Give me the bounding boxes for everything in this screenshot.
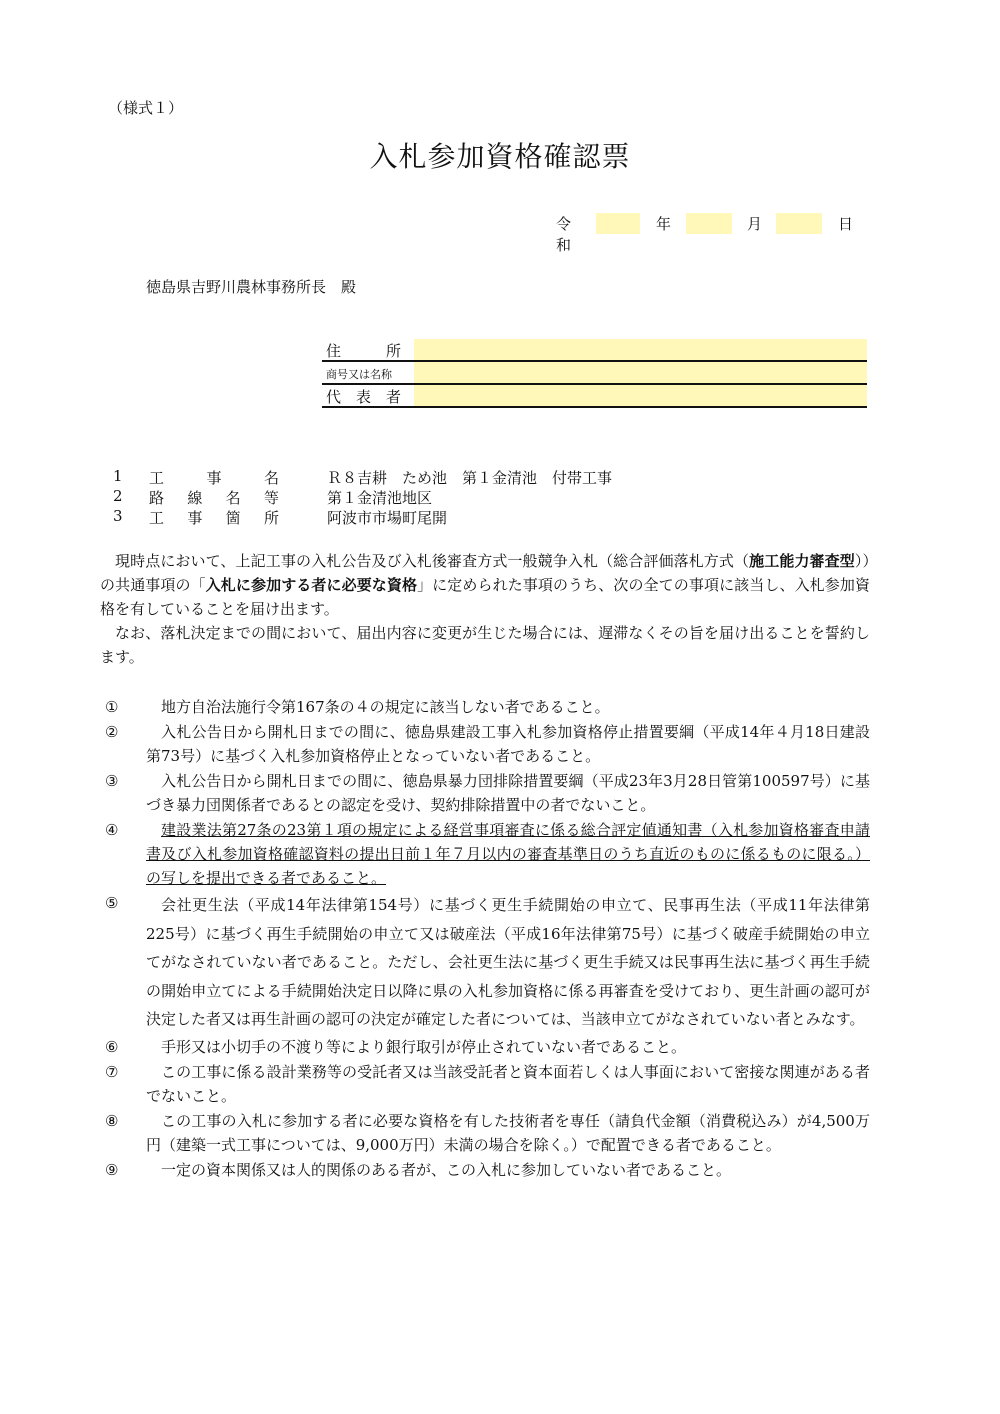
list-item bbox=[100, 1158, 870, 1182]
list-item bbox=[100, 769, 870, 817]
day-field[interactable] bbox=[776, 213, 822, 234]
company-label: 商号又は名称 bbox=[326, 368, 392, 381]
year-field[interactable] bbox=[596, 213, 640, 234]
key-char: 名 bbox=[225, 489, 241, 507]
addressee: 徳島県吉野川農林事務所長 殿 bbox=[146, 278, 357, 296]
address-label: 住 所 bbox=[326, 342, 402, 360]
item-mark: ④ bbox=[105, 821, 119, 839]
project-value: 第１金清池地区 bbox=[327, 489, 433, 507]
project-num: 2 bbox=[113, 487, 123, 505]
item-mark: ② bbox=[105, 723, 119, 741]
item-mark: ⑨ bbox=[105, 1160, 119, 1179]
item-mark: ① bbox=[105, 698, 119, 716]
item-text: 一定の資本関係又は人的関係のある者が、この入札に参加していない者であること。 bbox=[161, 1160, 732, 1179]
project-value: Ｒ８吉耕 ため池 第１金清池 付帯工事 bbox=[327, 469, 613, 487]
intro-text bbox=[100, 549, 870, 669]
project-num: 3 bbox=[113, 507, 123, 525]
key-char: 線 bbox=[187, 489, 203, 507]
year-label: 年 bbox=[656, 215, 672, 233]
applicant-block bbox=[322, 339, 867, 408]
item-mark: ③ bbox=[105, 772, 119, 790]
key-char: 事 bbox=[187, 509, 203, 527]
list-item bbox=[100, 1060, 870, 1108]
list-item bbox=[100, 1035, 870, 1059]
list-item bbox=[100, 1109, 870, 1157]
key-char: 工 bbox=[149, 469, 165, 487]
company-field[interactable] bbox=[414, 362, 867, 383]
representative-row bbox=[322, 385, 867, 408]
month-field[interactable] bbox=[686, 213, 732, 234]
month-label: 月 bbox=[747, 215, 763, 233]
item-mark: ⑥ bbox=[105, 1037, 119, 1056]
project-value: 阿波市市場町尾開 bbox=[327, 509, 448, 527]
item-text: 地方自治法施行令第167条の４の規定に該当しない者であること。 bbox=[161, 698, 610, 716]
key-char: 名 bbox=[263, 469, 279, 487]
form-number: （様式１） bbox=[108, 99, 184, 117]
key-char: 工 bbox=[149, 509, 165, 527]
item-mark: ⑤ bbox=[105, 894, 119, 912]
list-item bbox=[100, 818, 870, 890]
address-field[interactable] bbox=[414, 339, 867, 360]
day-label: 日 bbox=[838, 215, 854, 233]
item-text: この工事の入札に参加する者に必要な資格を有した技術者を専任（請負代金額（消費税込み）が4,500万円（建築一式工事については、9,000万円）未満の場合を除く。）で配置できる者であること。 bbox=[146, 1111, 870, 1154]
key-char: 等 bbox=[263, 489, 279, 507]
item-text: この工事に係る設計業務等の受託者又は当該受託者と資本面若しくは人事面において密接な関連がある者でないこと。 bbox=[146, 1062, 870, 1105]
key-char: 路 bbox=[149, 489, 165, 507]
item-text: 手形又は小切手の不渡り等により銀行取引が停止されていない者であること。 bbox=[161, 1037, 687, 1056]
address-row bbox=[322, 339, 867, 362]
bold-span: 入札に参加する者に必要な資格 bbox=[205, 576, 418, 594]
bold-span: 施工能力審査型 bbox=[749, 552, 855, 570]
item-text: 入札公告日から開札日までの間に、徳島県暴力団排除措置要綱（平成23年3月28日管第100597号）に基づき暴力団関係者であるとの認定を受け、契約排除措置中の者でないこと。 bbox=[146, 772, 870, 814]
project-key bbox=[149, 507, 279, 528]
key-char: 箇 bbox=[225, 509, 241, 527]
project-key bbox=[149, 487, 279, 508]
list-item bbox=[100, 891, 870, 1034]
item-mark: ⑧ bbox=[105, 1111, 119, 1130]
intro-paragraph-1 bbox=[100, 549, 870, 621]
era-label: 令和 bbox=[556, 215, 572, 254]
project-key bbox=[149, 467, 279, 488]
requirement-list bbox=[100, 695, 870, 1183]
key-char: 事 bbox=[206, 469, 222, 487]
project-num: 1 bbox=[113, 467, 123, 485]
item-text: 入札公告日から開札日までの間に、徳島県建設工事入札参加資格停止措置要綱（平成14年４月18日建設第73号）に基づく入札参加資格停止となっていない者であること。 bbox=[146, 723, 870, 765]
representative-label: 代 表 者 bbox=[326, 388, 402, 406]
intro-paragraph-2: なお、落札決定までの間において、届出内容に変更が生じた場合には、遅滞なくその旨を届け出ることを誓約します。 bbox=[100, 624, 870, 666]
representative-field[interactable] bbox=[414, 385, 867, 406]
company-row bbox=[322, 362, 867, 385]
document-title: 入札参加資格確認票 bbox=[369, 140, 631, 173]
item-mark: ⑦ bbox=[105, 1062, 119, 1081]
list-item bbox=[100, 695, 870, 719]
item-text: 会社更生法（平成14年法律第154号）に基づく更生手続開始の申立て、民事再生法（平成11年法律第225号）に基づく再生手続開始の申立て又は破産法（平成16年法律第75号）に基づく破産手続開始の申立てがなされていない者であること。ただし、会社更生法に基づく更生手続又は民事再生法に基づく再生手続の開始申立てによる手続開始決定日以降に県の入札参加資格に係る再審査を受けており、更生計画の認可が決定した者又は再生計画の認可の決定が確定した者については、当該申立てがなされていない者とみなす。 bbox=[146, 896, 870, 1028]
list-item bbox=[100, 720, 870, 768]
text-span: 」に定められた事項のうち、次の全ての事項に該当し、入札参加資格を有していることを届け出ます。 bbox=[100, 576, 870, 618]
text-span: 現時点において、上記工事の入札公告及び入札後審査方式一般競争入札（総合評価落札方式（ bbox=[115, 552, 750, 570]
text-span: ））の共通事項の「 bbox=[100, 552, 870, 594]
key-char: 所 bbox=[263, 509, 279, 527]
item-text: 建設業法第27条の23第１項の規定による経営事項審査に係る総合評定値通知書（入札参加資格審査申請書及び入札参加資格確認資料の提出日前１年７月以内の審査基準日のうち直近のものに係るものに限る。）の写しを提出できる者であること。 bbox=[146, 821, 870, 887]
